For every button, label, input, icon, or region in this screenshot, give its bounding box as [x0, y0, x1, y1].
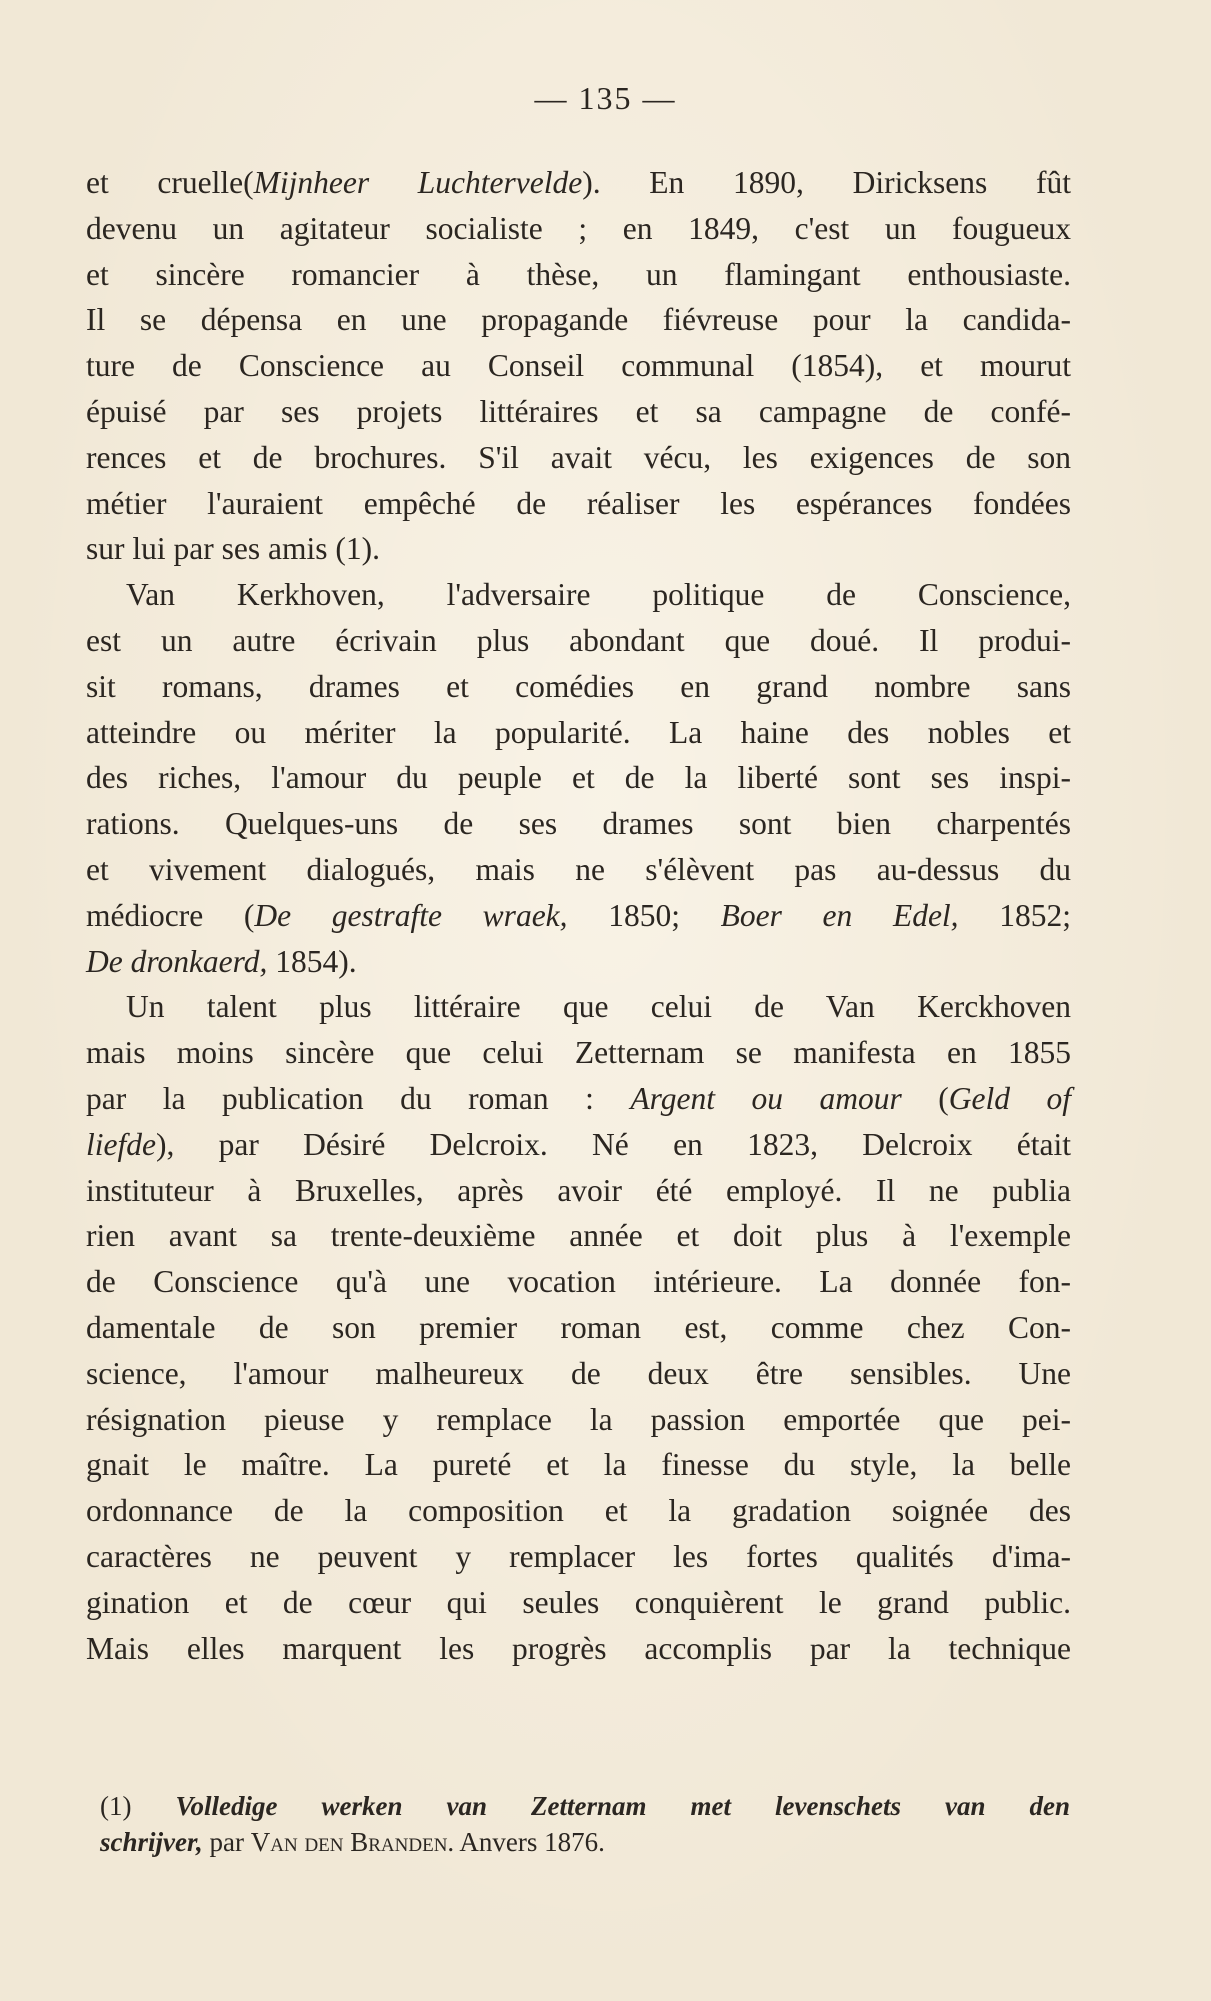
footnote-line: [100, 1788, 1070, 1824]
text-segment: schrijver,: [100, 1827, 203, 1857]
text-segment: épuisé par ses projets littéraires et sa campagne de confé-: [86, 393, 1071, 429]
paragraph-line: [86, 847, 1071, 893]
paragraph-line: [86, 1168, 1071, 1214]
text-segment: ordonnance de la composition et la gradation soignée des: [86, 1493, 1071, 1529]
paragraph-line: [86, 1488, 1071, 1534]
text-segment: et vivement dialogués, mais ne s'élèvent pas au-dessus du: [86, 851, 1071, 887]
text-segment: gination et de cœur qui seules conquièrent le grand public.: [86, 1584, 1071, 1620]
text-segment: gnait le maître. La pureté et la finesse du style, la belle: [86, 1447, 1071, 1483]
text-segment: est un autre écrivain plus abondant que doué. Il produi-: [86, 622, 1071, 658]
text-segment: (1): [100, 1791, 176, 1821]
text-segment: Van Kerkhoven, l'adversaire politique de Conscience,: [126, 577, 1071, 613]
paragraph-line: [86, 481, 1071, 527]
paragraph-line: [86, 801, 1071, 847]
text-segment: science, l'amour malheureux de deux être sensibles. Une: [86, 1355, 1071, 1391]
paragraph-line: [86, 526, 1071, 572]
text-segment: Il se dépensa en une propagande fiévreuse pour la candida-: [86, 302, 1071, 338]
text-segment: de Conscience qu'à une vocation intérieure. La donnée fon-: [86, 1264, 1071, 1300]
text-segment: rien avant sa trente-deuxième année et doit plus à l'exemple: [86, 1218, 1071, 1254]
text-segment: rations. Quelques-uns de ses drames sont bien charpentés: [86, 806, 1071, 842]
page-number: — 135 —: [534, 80, 677, 116]
paragraph-line: [86, 1076, 1071, 1122]
paragraph-line: [86, 1580, 1071, 1626]
paragraph: [86, 572, 1071, 984]
text-segment: (: [901, 1080, 949, 1116]
text-segment: rences et de brochures. S'il avait vécu, les exigences de son: [86, 439, 1071, 475]
paragraph-line: [86, 1122, 1071, 1168]
text-segment: ). En 1890, Diricksens fût: [582, 165, 1071, 200]
text-segment: Argent ou amour: [630, 1080, 902, 1116]
text-segment: médiocre (: [86, 897, 255, 933]
text-segment: De gestrafte wraek,: [254, 897, 568, 933]
footnote-line: [100, 1824, 1070, 1860]
text-segment: instituteur à Bruxelles, après avoir été employé. Il ne publia: [86, 1172, 1071, 1208]
text-segment: damentale de son premier roman est, comme chez Con-: [86, 1309, 1071, 1345]
paragraph-line: [86, 343, 1071, 389]
paragraph-line: [86, 160, 1071, 206]
text-segment: résignation pieuse y remplace la passion emportée que pei-: [86, 1401, 1071, 1437]
text-segment: par la publication du roman :: [86, 1080, 631, 1116]
paragraph: [86, 984, 1071, 1671]
paragraph-line: [86, 435, 1071, 481]
paragraph-line: [86, 618, 1071, 664]
paragraph-line: [86, 572, 1071, 618]
paragraph-line: [86, 297, 1071, 343]
text-segment: Boer en Edel,: [720, 897, 959, 933]
footnote: [100, 1788, 1070, 1860]
paragraph-line: [86, 1213, 1071, 1259]
paragraph-line: [86, 206, 1071, 252]
text-segment: et cruelle(: [86, 165, 254, 200]
text-segment: mais moins sincère que celui Zetternam se manifesta en 1855: [86, 1035, 1071, 1071]
text-segment: ture de Conscience au Conseil communal (1854), et mourut: [86, 348, 1071, 384]
text-segment: des riches, l'amour du peuple et de la liberté sont ses inspi-: [86, 760, 1071, 796]
paragraph-line: [86, 1442, 1071, 1488]
text-segment: 1854).: [267, 943, 357, 979]
body-text: [86, 160, 1071, 1671]
text-segment: ), par Désiré Delcroix. Né en 1823, Delcroix était: [155, 1126, 1071, 1162]
text-segment: 1852;: [958, 897, 1071, 933]
paragraph-line: [86, 389, 1071, 435]
paragraph-line: [86, 893, 1071, 939]
text-segment: Volledige werken van Zetternam met levenschets van den: [175, 1791, 1071, 1821]
paragraph-line: [86, 1626, 1071, 1672]
paragraph-line: [86, 1534, 1071, 1580]
text-segment: Van den Branden: [250, 1827, 448, 1857]
text-segment: 1850;: [567, 897, 721, 933]
text-segment: Un talent plus littéraire que celui de Van Kerckhoven: [126, 989, 1071, 1025]
text-segment: par: [202, 1827, 251, 1857]
paragraph-line: [86, 984, 1071, 1030]
text-segment: caractères ne peuvent y remplacer les fortes qualités d'ima-: [86, 1538, 1071, 1574]
paragraph-line: [86, 664, 1071, 710]
paragraph-line: [86, 1030, 1071, 1076]
paragraph: [86, 160, 1071, 572]
text-segment: sur lui par ses amis (1).: [86, 531, 380, 567]
text-segment: liefde: [86, 1126, 156, 1162]
text-segment: devenu un agitateur socialiste ; en 1849, c'est un fougueux: [86, 210, 1071, 246]
text-segment: métier l'auraient empêché de réaliser les espérances fondées: [86, 485, 1071, 521]
text-segment: De dronkaerd,: [86, 943, 268, 979]
paragraph-line: [86, 710, 1071, 756]
paragraph-line: [86, 252, 1071, 298]
text-segment: Geld of: [948, 1080, 1071, 1116]
text-segment: atteindre ou mériter la popularité. La haine des nobles et: [86, 714, 1071, 750]
text-segment: . Anvers 1876.: [447, 1827, 605, 1857]
text-segment: Mais elles marquent les progrès accomplis par la technique: [86, 1630, 1071, 1666]
paragraph-line: [86, 939, 1071, 985]
text-segment: sit romans, drames et comédies en grand nombre sans: [86, 668, 1071, 704]
paragraph-line: [86, 1351, 1071, 1397]
text-segment: Mijnheer Luchtervelde: [253, 165, 583, 200]
text-segment: et sincère romancier à thèse, un flamingant enthousiaste.: [86, 256, 1071, 292]
paragraph-line: [86, 755, 1071, 801]
paragraph-line: [86, 1397, 1071, 1443]
paragraph-line: [86, 1259, 1071, 1305]
paragraph-line: [86, 1305, 1071, 1351]
